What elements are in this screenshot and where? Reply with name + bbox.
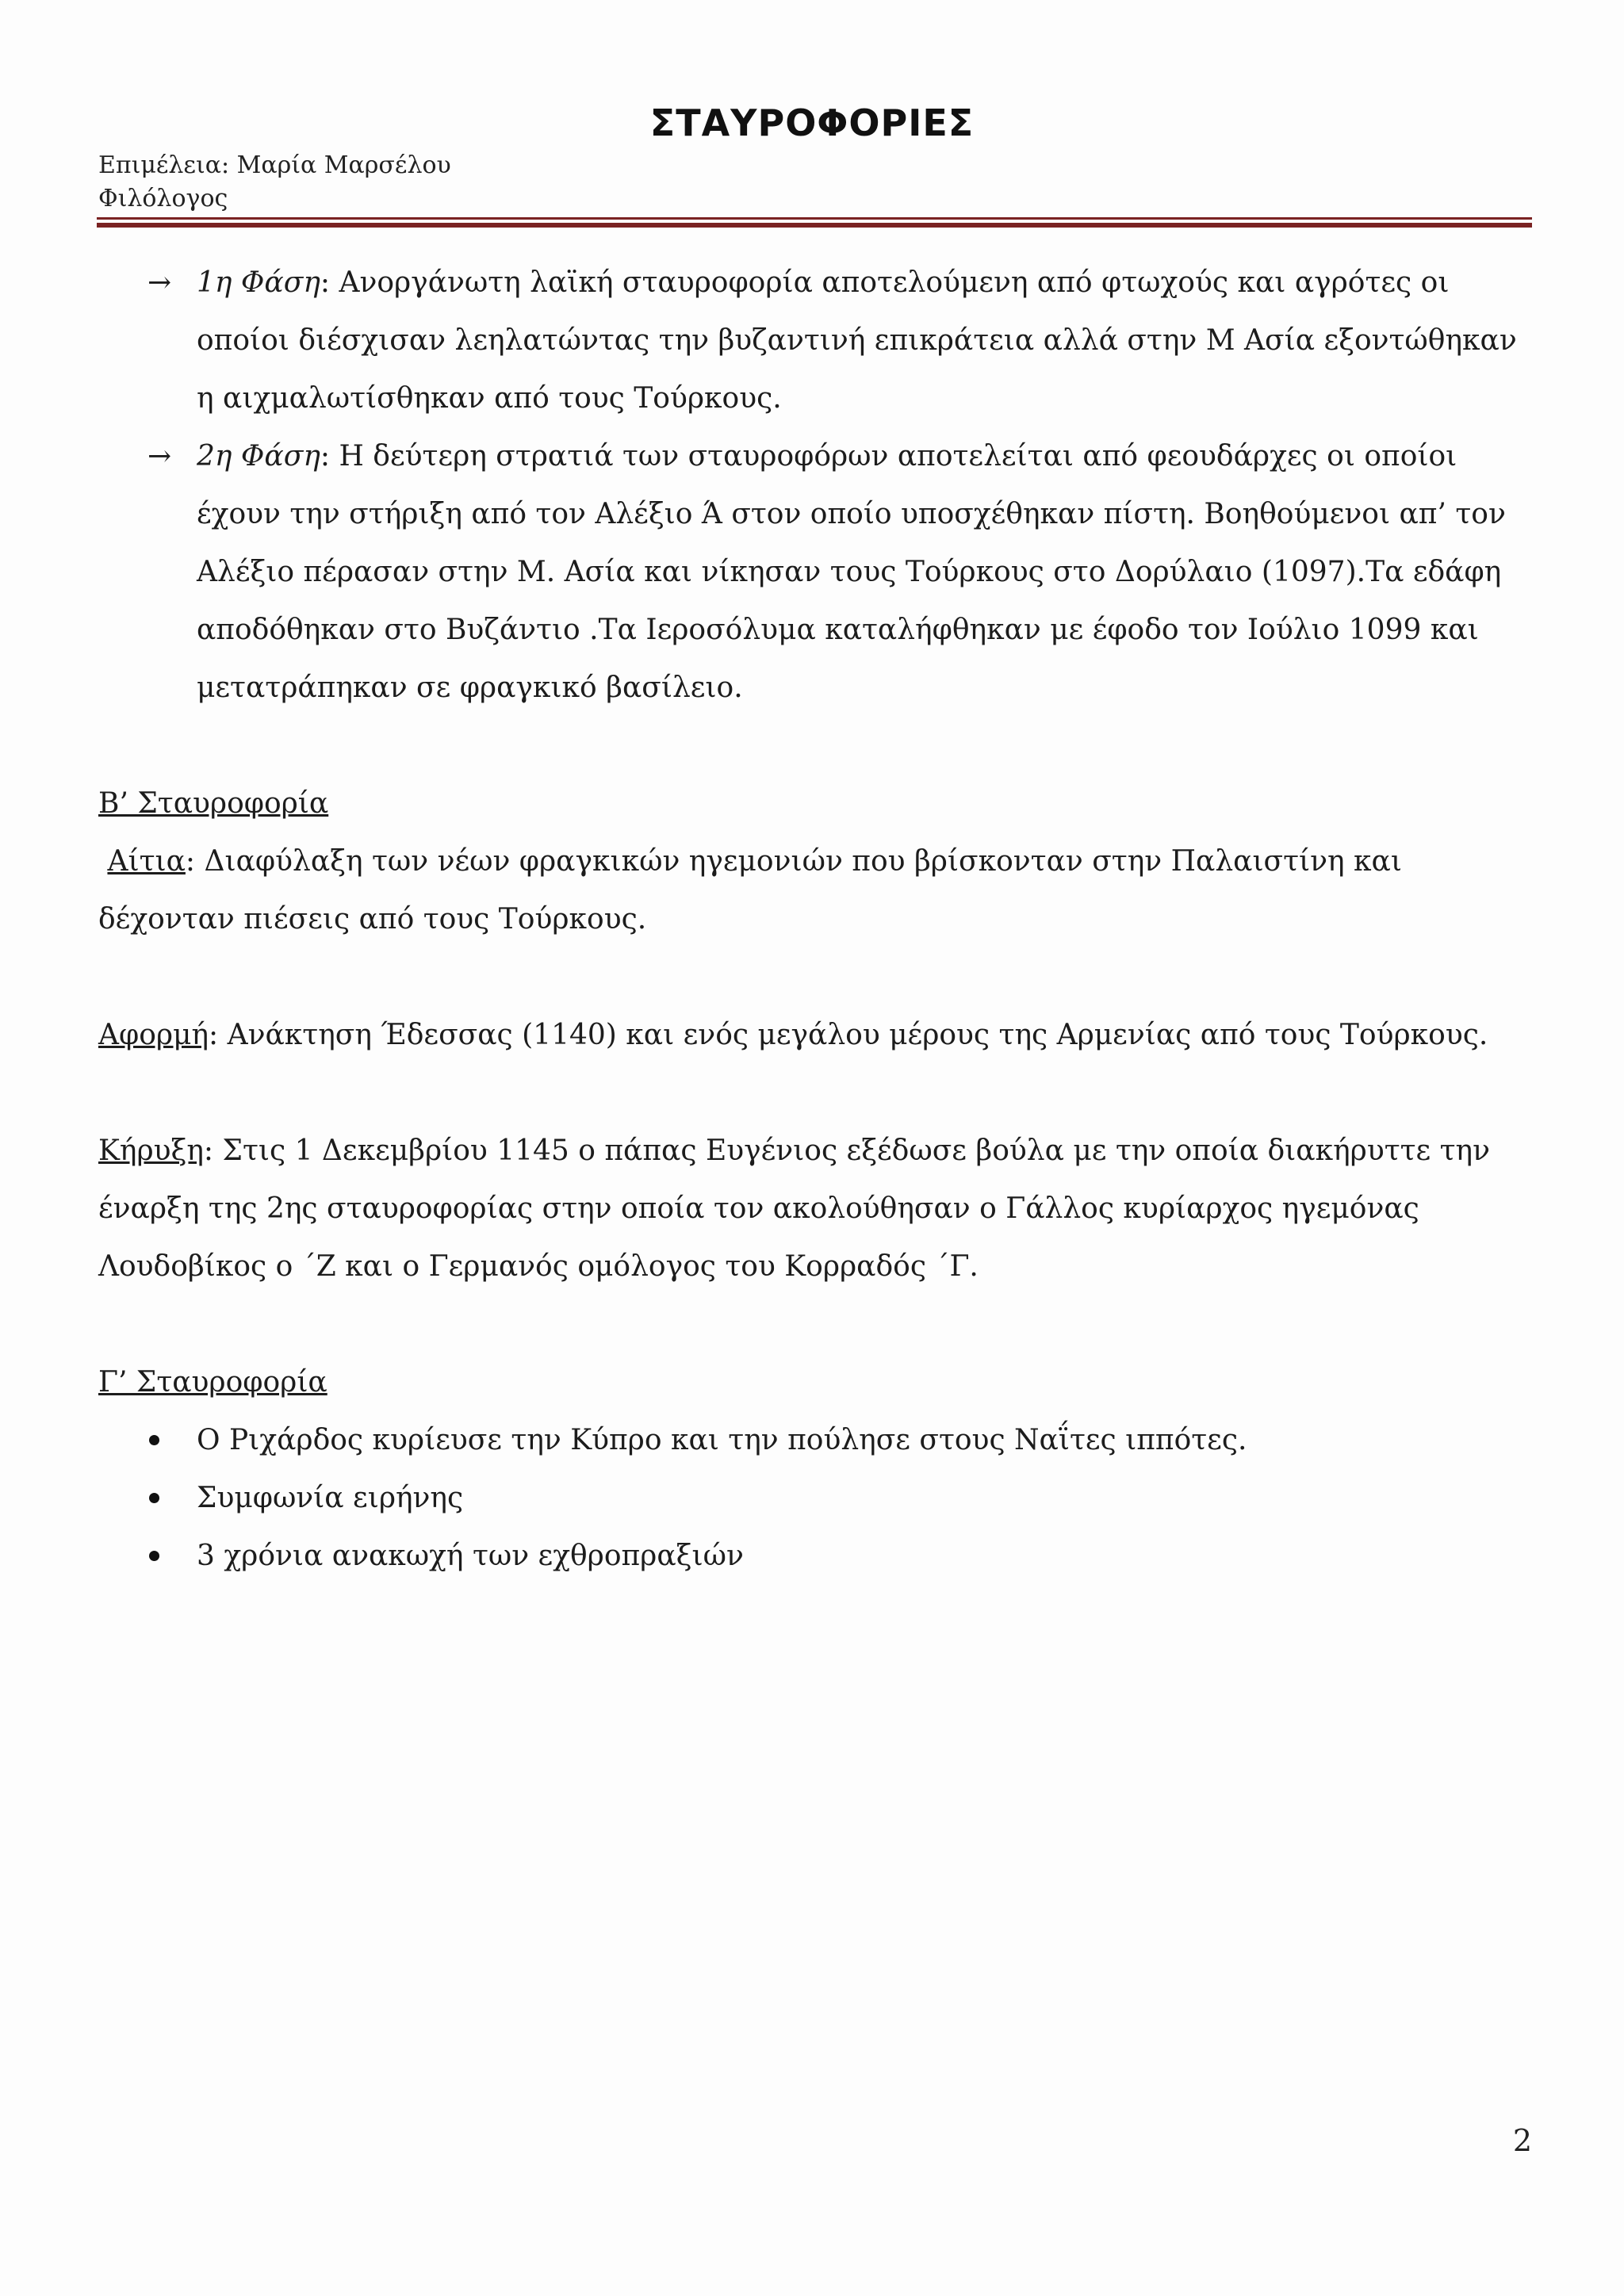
list-item: Συμφωνία ειρήνης [98, 1469, 1526, 1527]
header-role: Φιλόλογος [98, 185, 228, 212]
trigger-label: Αφορμή [98, 1019, 209, 1051]
bullet-dot-icon [149, 1435, 159, 1445]
arrow-bullet-icon: → [147, 440, 172, 473]
page-title: ΣΤΑΥΡΟΦΟΡΙΕΣ [649, 101, 975, 144]
phase-1-paragraph [98, 254, 1526, 427]
causes-text: : Διαφύλαξη των νέων φραγκικών ηγεμονιών που βρίσκονταν στην Παλαιστίνη και δέχονταν πιέσεις από τους Τούρκους. [98, 845, 1402, 936]
third-crusade-section [98, 1353, 1526, 1585]
trigger-paragraph [98, 1006, 1526, 1064]
arrow-bullet-icon: → [147, 266, 172, 299]
second-crusade-section [98, 775, 1526, 948]
causes-label: Αίτια [107, 845, 186, 878]
causes-paragraph [98, 832, 1526, 948]
third-crusade-list [98, 1411, 1526, 1585]
bullet-dot-icon [149, 1493, 159, 1503]
trigger-text: : Ανάκτηση Έδεσσας (1140) και ενός μεγάλου μέρους της Αρμενίας από τους Τούρκους. [209, 1019, 1488, 1051]
third-crusade-heading: Γ’ Σταυροφορία [98, 1366, 327, 1399]
declaration-label: Κήρυξη [98, 1135, 204, 1167]
list-item: 3 χρόνια ανακωχή των εχθροπραξιών [98, 1527, 1526, 1585]
phase-1-label: 1η Φάση [197, 266, 320, 299]
header-rule-thick [97, 223, 1532, 228]
header-author-block [98, 149, 451, 216]
declaration-paragraph [98, 1122, 1526, 1295]
second-crusade-heading: Β’ Σταυροφορία [98, 787, 329, 820]
page-number: 2 [1512, 2123, 1532, 2158]
bullet-dot-icon [149, 1551, 159, 1561]
phase-2-text: : Η δεύτερη στρατιά των σταυροφόρων αποτελείται από φεουδάρχες οι οποίοι έχουν την στήριξη από τον Αλέξιο Ά στον οποίο υποσχέθηκαν πίστη. Βοηθούμενοι απ’ τον Αλέξιο πέρασαν στην Μ. Ασία και νίκησαν τους Τούρκους στο Δορύλαιο (1097).Τα εδάφη αποδόθηκαν στο Βυζάντιο .Τα Ιεροσόλυμα καταλήφθηκαν με έφοδο τον Ιούλιο 1099 και μετατράπηκαν σε φραγκικό βασίλειο. [197, 440, 1506, 704]
phase-1-text: : Ανοργάνωτη λαϊκή σταυροφορία αποτελούμενη από φτωχούς και αγρότες οι οποίοι διέσχισαν λεηλατώντας την βυζαντινή επικράτεια αλλά στην Μ Ασία εξοντώθηκαν η αιχμαλωτίσθηκαν από τους Τούρκους. [197, 266, 1517, 415]
phase-2-label: 2η Φάση [197, 440, 320, 473]
document-body [98, 254, 1526, 1585]
phase-2-paragraph [98, 427, 1526, 717]
list-item: Ο Ριχάρδος κυρίευσε την Κύπρο και την πούλησε στους Ναΐτες ιππότες. [98, 1411, 1526, 1469]
declaration-text: : Στις 1 Δεκεμβρίου 1145 ο πάπας Ευγένιος εξέδωσε βούλα με την οποία διακήρυττε την έναρξη της 2ης σταυροφορίας στην οποία τον ακολούθησαν ο Γάλλος κυρίαρχος ηγεμόνας Λουδοβίκος ο ΄Ζ και ο Γερμανός ομόλογος του Κορραδός ΄Γ. [98, 1135, 1491, 1283]
header-editor: Επιμέλεια: Μαρία Μαρσέλου [98, 151, 451, 179]
header-rule-thin [97, 217, 1532, 220]
